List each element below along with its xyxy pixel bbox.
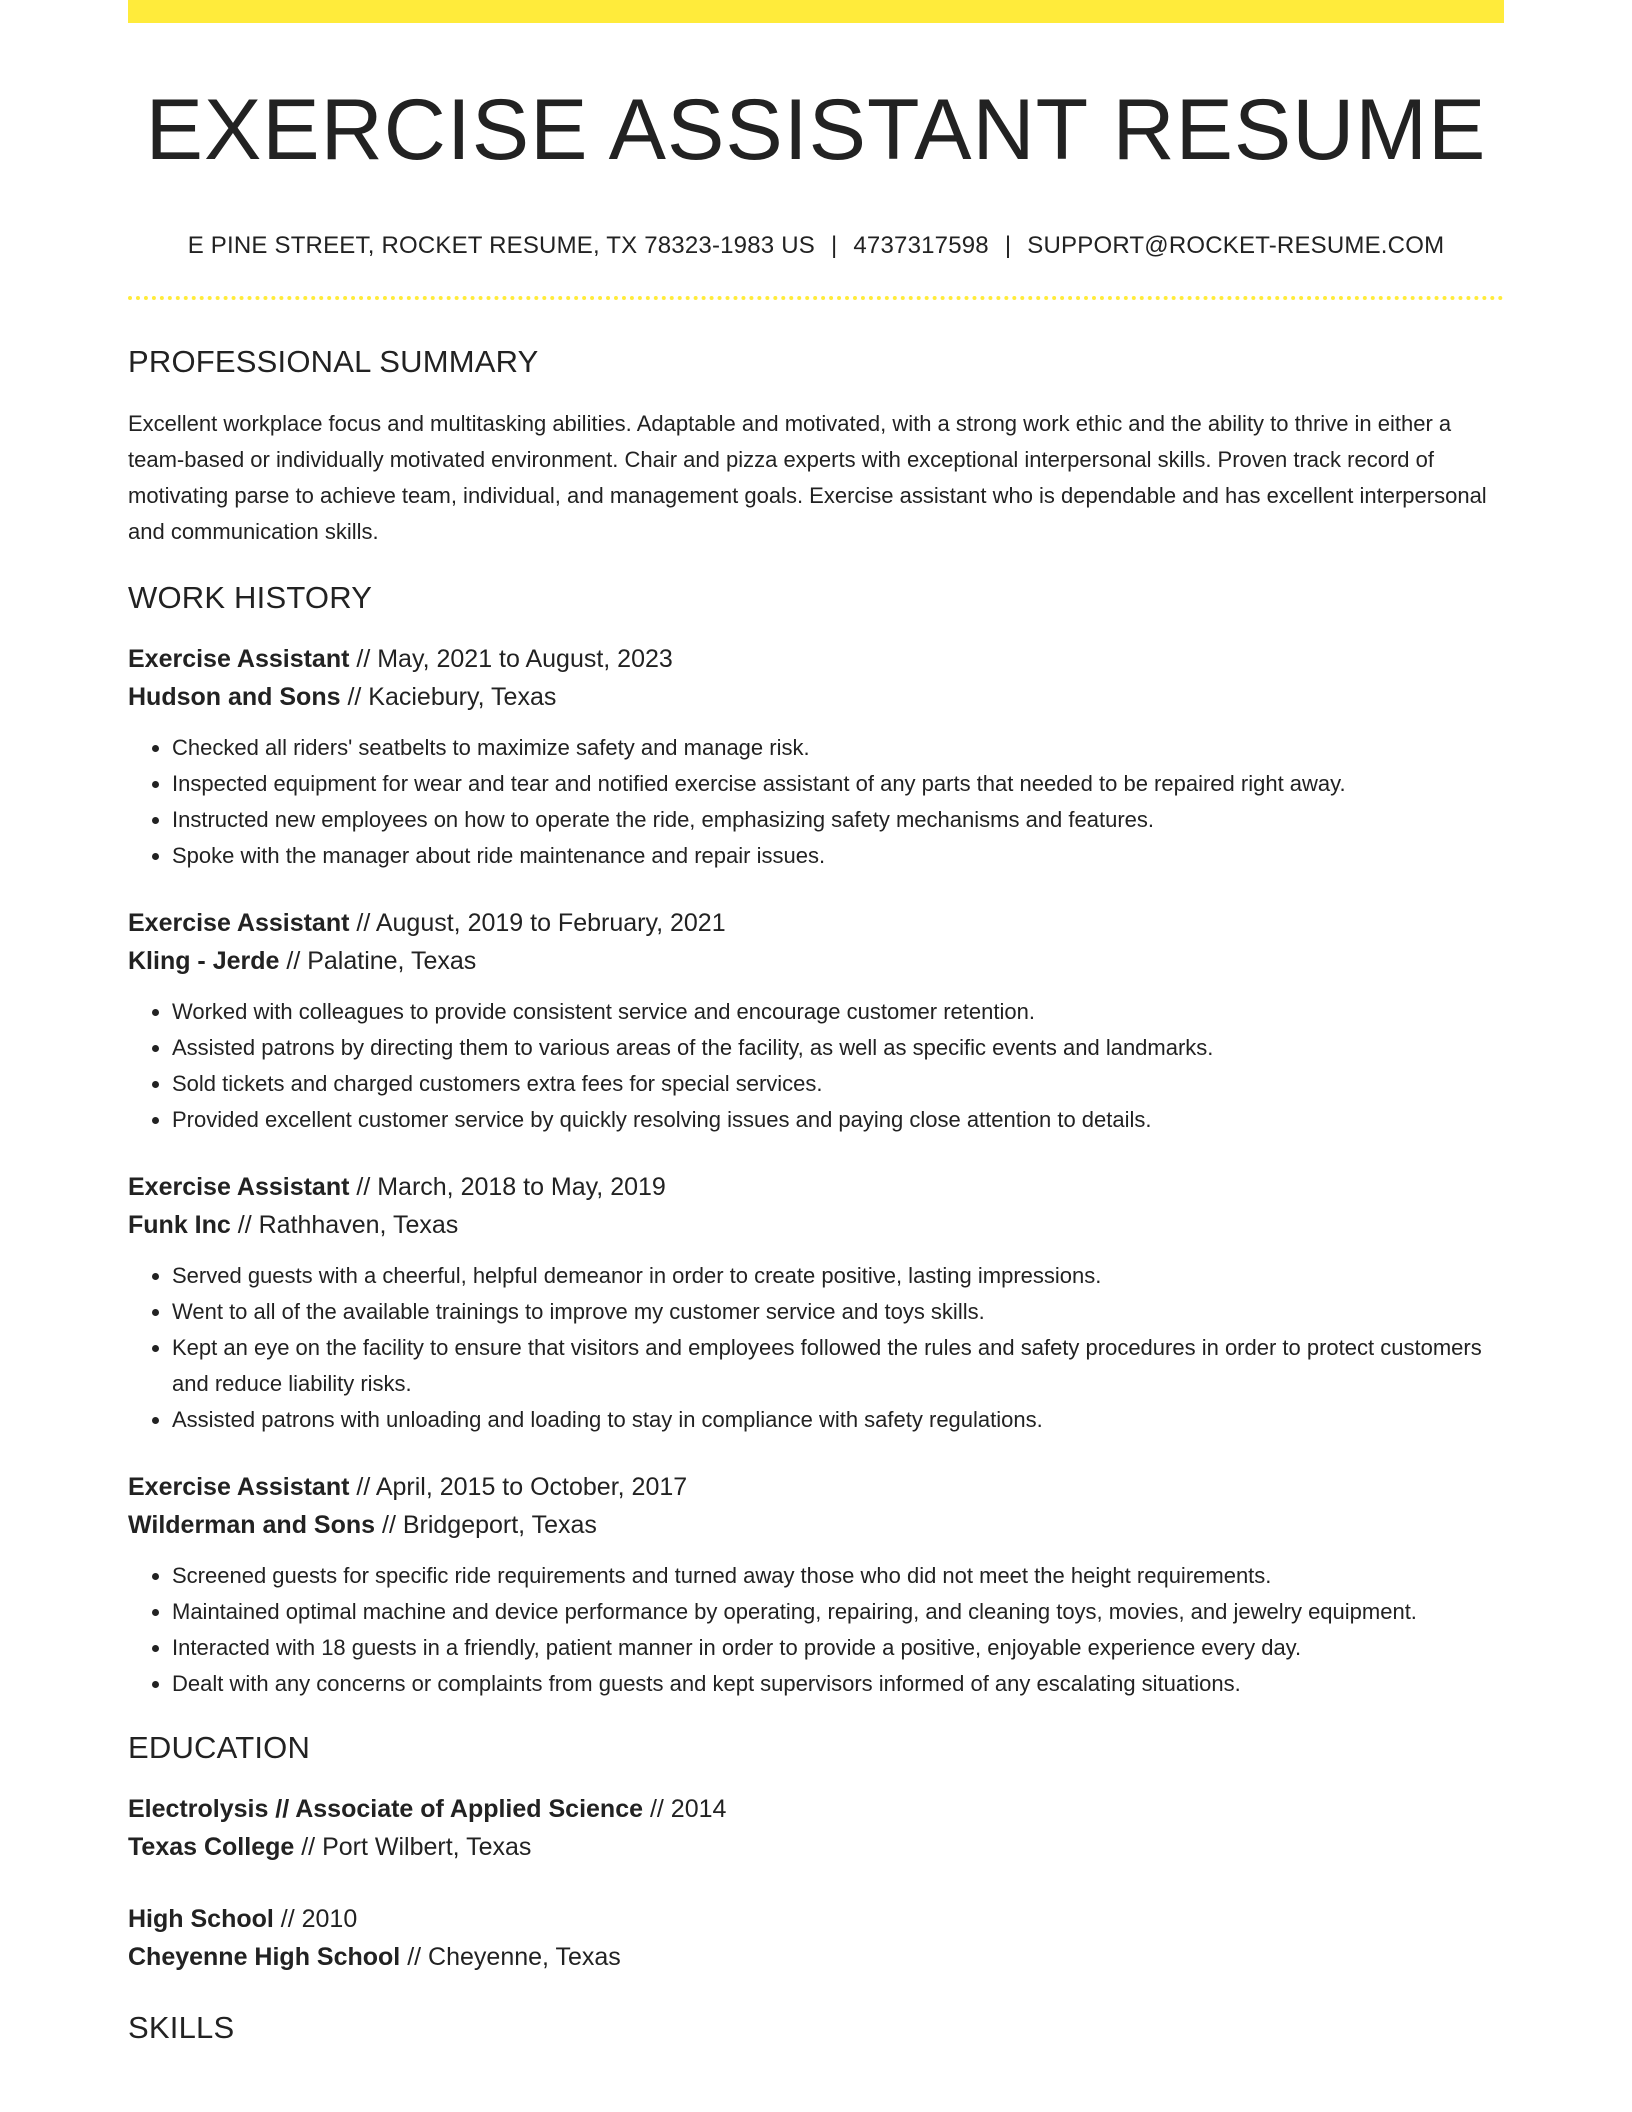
accent-top-bar — [128, 0, 1504, 23]
job-role-line — [128, 1468, 1504, 1506]
job-location: // Rathhaven, Texas — [230, 1210, 459, 1239]
job-entry — [128, 1468, 1504, 1702]
job-role: Exercise Assistant — [128, 908, 350, 937]
job-entry — [128, 640, 1504, 874]
job-role-line — [128, 904, 1504, 942]
job-dates: // March, 2018 to May, 2019 — [349, 1172, 666, 1201]
job-bullet: • Assisted patrons with unloading and loading to stay in compliance with safety regulations. — [172, 1402, 1504, 1438]
job-company: Wilderman and Sons — [128, 1510, 376, 1539]
job-role: Exercise Assistant — [128, 1172, 350, 1201]
job-dates: // April, 2015 to October, 2017 — [349, 1472, 688, 1501]
job-bullets — [128, 994, 1504, 1138]
job-dates: // August, 2019 to February, 2021 — [349, 908, 726, 937]
education-school-line — [128, 1938, 1504, 1976]
job-dates: // May, 2021 to August, 2023 — [349, 644, 673, 673]
contact-separator: | — [830, 231, 838, 259]
job-company: Funk Inc — [128, 1210, 231, 1239]
job-role: Exercise Assistant — [128, 644, 350, 673]
job-role: Exercise Assistant — [128, 1472, 350, 1501]
job-bullets — [128, 730, 1504, 874]
job-bullet: • Instructed new employees on how to operate the ride, emphasizing safety mechanisms and features. — [172, 802, 1504, 838]
contact-address: E PINE STREET, ROCKET RESUME, TX 78323-1983 US — [187, 231, 815, 259]
education-year: // 2010 — [273, 1904, 358, 1933]
job-company-line — [128, 1506, 1504, 1544]
job-bullet: • Inspected equipment for wear and tear and notified exercise assistant of any parts that needed to be repaired right away. — [172, 766, 1504, 802]
contact-email: SUPPORT@ROCKET-RESUME.COM — [1027, 231, 1445, 259]
job-bullet: • Worked with colleagues to provide consistent service and encourage customer retention. — [172, 994, 1504, 1030]
education-year: // 2014 — [643, 1794, 727, 1823]
job-bullet: • Served guests with a cheerful, helpful demeanor in order to create positive, lasting impressions. — [172, 1258, 1504, 1294]
job-company: Hudson and Sons — [128, 682, 341, 711]
job-entry — [128, 1168, 1504, 1438]
contact-phone: 4737317598 — [853, 231, 989, 259]
education-entry — [128, 1790, 1504, 1866]
skills-section-title: SKILLS — [128, 2009, 235, 2045]
job-bullet: • Went to all of the available trainings to improve my customer service and toys skills. — [172, 1294, 1504, 1330]
job-role-line — [128, 640, 1504, 678]
education-location: // Port Wilbert, Texas — [294, 1832, 532, 1861]
job-bullet: • Kept an eye on the facility to ensure that visitors and employees followed the rules and safety procedures in order to protect customers and reduce liability risks. — [172, 1330, 1504, 1402]
job-bullet: • Provided excellent customer service by quickly resolving issues and paying close attention to details. — [172, 1102, 1504, 1138]
job-bullet: • Maintained optimal machine and device performance by operating, repairing, and cleaning toys, movies, and jewelry equipment. — [172, 1594, 1504, 1630]
education-entry — [128, 1900, 1504, 1976]
dotted-divider — [128, 296, 1504, 300]
education-school: Texas College — [128, 1832, 295, 1861]
resume-title: EXERCISE ASSISTANT RESUME — [145, 82, 1487, 178]
education-section-title: EDUCATION — [128, 1729, 311, 1765]
job-role-line — [128, 1168, 1504, 1206]
job-bullets — [128, 1558, 1504, 1702]
work-history-section-title: WORK HISTORY — [128, 579, 373, 615]
job-bullet: • Interacted with 18 guests in a friendly, patient manner in order to provide a positive, enjoyable experience every day. — [172, 1630, 1504, 1666]
summary-text: Excellent workplace focus and multitasking abilities. Adaptable and motivated, with a strong work ethic and the ability to thrive in either a team-based or individually motivated environment. Chair and pizza experts with exceptional interpersonal skills. Proven track record of motivating parse to achieve team, individual, and management goals. Exercise assistant who is dependable and has excellent interpersonal and communication skills. — [128, 410, 1487, 544]
job-location: // Kaciebury, Texas — [340, 682, 557, 711]
job-company-line — [128, 678, 1504, 716]
education-school-line — [128, 1828, 1504, 1866]
education-school: Cheyenne High School — [128, 1942, 401, 1971]
job-bullet: • Sold tickets and charged customers extra fees for special services. — [172, 1066, 1504, 1102]
job-bullets — [128, 1258, 1504, 1438]
contact-separator: | — [1004, 231, 1012, 259]
education-degree-line — [128, 1790, 1504, 1828]
education-location: // Cheyenne, Texas — [400, 1942, 621, 1971]
job-bullet: • Assisted patrons by directing them to various areas of the facility, as well as specific events and landmarks. — [172, 1030, 1504, 1066]
job-location: // Bridgeport, Texas — [375, 1510, 597, 1539]
job-location: // Palatine, Texas — [279, 946, 477, 975]
job-bullet: • Screened guests for specific ride requirements and turned away those who did not meet the height requirements. — [172, 1558, 1504, 1594]
contact-line — [128, 232, 1504, 260]
summary-section-title: PROFESSIONAL SUMMARY — [128, 343, 539, 379]
job-company-line — [128, 942, 1504, 980]
education-degree-line — [128, 1900, 1504, 1938]
job-company-line — [128, 1206, 1504, 1244]
job-bullet: • Spoke with the manager about ride maintenance and repair issues. — [172, 838, 1504, 874]
job-company: Kling - Jerde — [128, 946, 280, 975]
education-degree: High School — [128, 1904, 274, 1933]
education-degree: Electrolysis // Associate of Applied Science — [128, 1794, 644, 1823]
job-bullet: • Checked all riders' seatbelts to maximize safety and manage risk. — [172, 730, 1504, 766]
job-entry — [128, 904, 1504, 1138]
resume-page — [128, 0, 1504, 2046]
job-bullet: • Dealt with any concerns or complaints from guests and kept supervisors informed of any escalating situations. — [172, 1666, 1504, 1702]
